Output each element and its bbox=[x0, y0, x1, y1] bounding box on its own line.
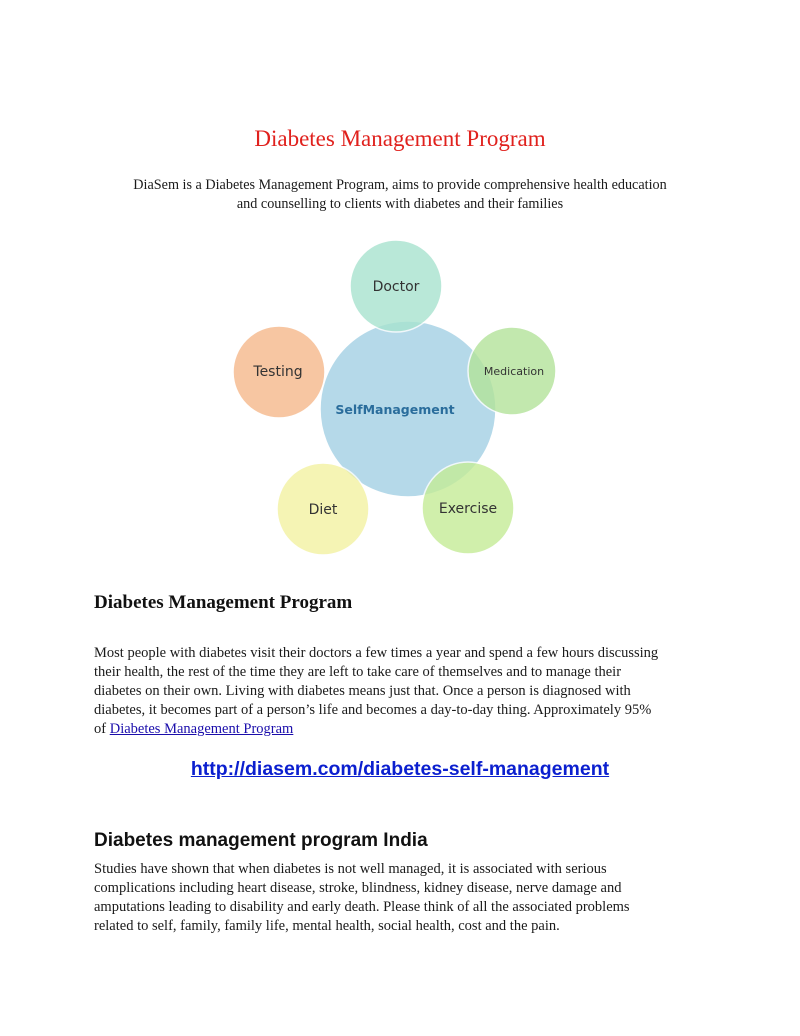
section-paragraph bbox=[94, 644, 724, 739]
paragraph-line: Most people with diabetes visit their doctors a few times a year and spend a few hours discussing bbox=[94, 645, 659, 661]
node-label-testing: Testing bbox=[253, 364, 303, 380]
paragraph-line: amputations leading to disability and early death. Please think of all the associated problems bbox=[94, 899, 630, 915]
diabetes-management-link[interactable]: Diabetes Management Program bbox=[109, 721, 294, 737]
section-paragraph-india bbox=[94, 860, 724, 936]
paragraph-line: complications including heart disease, stroke, blindness, kidney disease, nerve damage and bbox=[94, 880, 622, 896]
node-label-diet: Diet bbox=[308, 502, 338, 518]
intro-paragraph bbox=[100, 176, 700, 214]
paragraph-line: diabetes, it becomes part of a person’s life and becomes a day-to-day thing. Approximately 95% bbox=[94, 702, 652, 718]
paragraph-line: their health, the rest of the time they are left to take care of themselves and to manage their bbox=[94, 664, 622, 680]
node-label-medication: Medication bbox=[483, 365, 545, 378]
node-label-doctor: Doctor bbox=[372, 279, 420, 295]
url-line bbox=[0, 758, 800, 781]
paragraph-line: related to self, family, family life, mental health, social health, cost and the pain. bbox=[94, 918, 560, 934]
self-management-url-link[interactable]: http://diasem.com/diabetes-self-management bbox=[190, 758, 610, 780]
paragraph-prefix: of bbox=[94, 721, 110, 737]
page-title: Diabetes Management Program bbox=[254, 126, 546, 151]
paragraph-line-last bbox=[94, 720, 724, 739]
center-label: SelfManagement bbox=[335, 402, 455, 417]
section-heading-india: Diabetes management program India bbox=[94, 830, 428, 851]
section-heading: Diabetes Management Program bbox=[94, 592, 353, 613]
paragraph-line: diabetes on their own. Living with diabetes means just that. Once a person is diagnosed with bbox=[94, 683, 631, 699]
node-label-exercise: Exercise bbox=[438, 501, 498, 517]
intro-line: DiaSem is a Diabetes Management Program, aims to provide comprehensive health education bbox=[133, 177, 667, 193]
paragraph-line: Studies have shown that when diabetes is not well managed, it is associated with serious bbox=[94, 861, 607, 877]
intro-line: and counselling to clients with diabetes and their families bbox=[236, 196, 564, 212]
self-management-diagram bbox=[222, 228, 582, 558]
